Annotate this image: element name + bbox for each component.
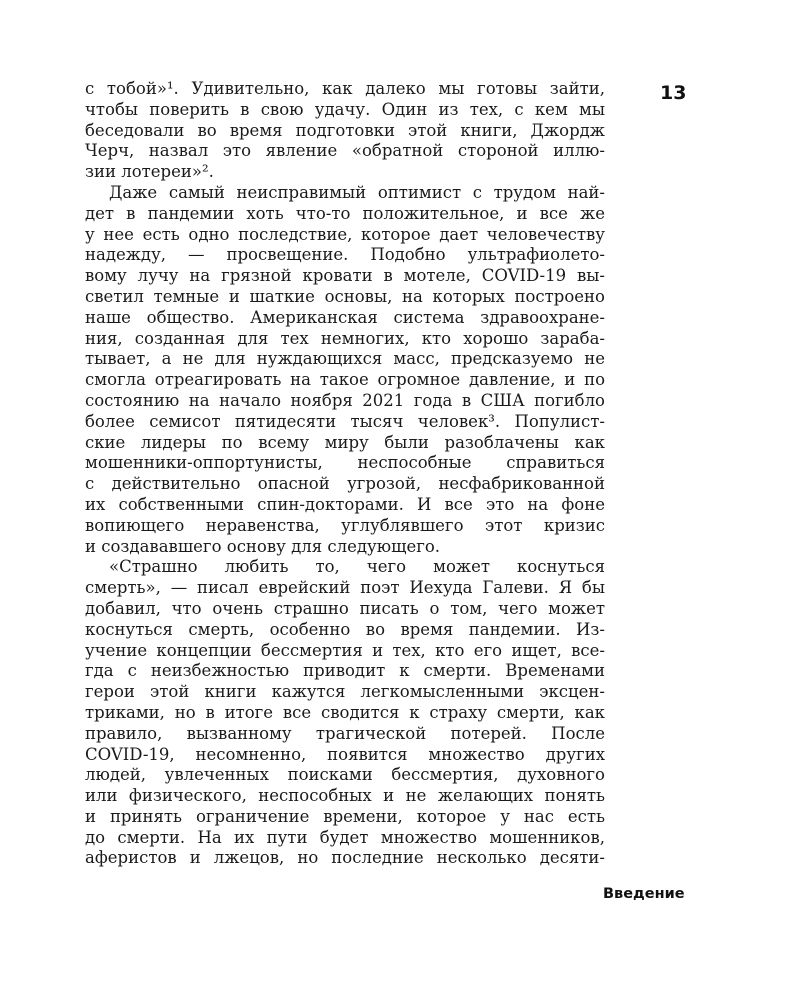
text-line: Даже самый неисправимый оптимист с трудом най- — [109, 182, 605, 202]
text-line: учение концепции бессмертия и тех, кто его ищет, все- — [85, 640, 605, 660]
text-line: состоянию на начало ноября 2021 года в США погибло — [85, 390, 605, 410]
text-line: COVID-19, несомненно, появится множество других — [85, 744, 605, 764]
text-line: и принять ограничение времени, которое у нас есть — [85, 806, 605, 826]
text-line: триками, но в итоге все сводится к страху смерти, как — [85, 702, 605, 722]
text-line: более семисот пятидесяти тысяч человек³. Популист- — [85, 411, 605, 431]
text-line: мошенники-оппортунисты, неспособные справиться — [85, 453, 605, 473]
text-line: смерть», — писал еврейский поэт Иехуда Галеви. Я бы — [85, 578, 605, 598]
text-line: ские лидеры по всему миру были разоблачены как — [85, 432, 605, 452]
text-line: герои этой книги кажутся легкомысленными эксцен- — [85, 682, 605, 702]
text-line: беседовали во время подготовки этой книги, Джордж — [85, 120, 605, 140]
text-line: коснуться смерть, особенно во время пандемии. Из- — [85, 619, 605, 639]
text-line: наше общество. Американская система здравоохране- — [85, 307, 605, 327]
text-line: их собственными спин-докторами. И все это на фоне — [85, 494, 605, 514]
text-line: вому лучу на грязной кровати в мотеле, COVID-19 вы- — [85, 266, 605, 286]
text-line: с действительно опасной угрозой, несфабрикованной — [85, 474, 605, 494]
text-line: до смерти. На их пути будет множество мошенников, — [85, 827, 605, 847]
body-text — [85, 79, 605, 869]
text-line: чтобы поверить в свою удачу. Один из тех, с кем мы — [85, 99, 605, 119]
text-line: людей, увлеченных поисками бессмертия, духовного — [85, 765, 605, 785]
section-label: Введение — [603, 886, 685, 902]
page-number: 13 — [660, 82, 687, 104]
text-line: тывает, а не для нуждающихся масс, предсказуемо не — [85, 349, 605, 369]
text-line: гда с неизбежностью приводит к смерти. Временами — [85, 661, 605, 681]
text-line: дет в пандемии хоть что-то положительное, и все же — [85, 203, 605, 223]
text-line: или физического, неспособных и не желающих понять — [85, 786, 605, 806]
text-line: «Страшно любить то, чего может коснуться — [109, 557, 605, 577]
text-line: с тобой»¹. Удивительно, как далеко мы готовы зайти, — [85, 79, 605, 98]
text-line: ния, созданная для тех немногих, кто хорошо зараба- — [85, 328, 605, 348]
text-line: надежду, — просвещение. Подобно ультрафиолето- — [85, 245, 605, 265]
text-line: у нее есть одно последствие, которое дает человечеству — [85, 224, 605, 244]
text-line: правило, вызванному трагической потерей. После — [85, 723, 605, 743]
text-line: зии лотереи»². — [85, 162, 214, 182]
text-line: смогла отреагировать на такое огромное давление, и по — [85, 370, 605, 390]
text-line: светил темные и шаткие основы, на которых построено — [85, 286, 605, 306]
text-line: Черч, назвал это явление «обратной стороной иллю- — [85, 141, 605, 161]
text-line: вопиющего неравенства, углублявшего этот кризис — [85, 515, 605, 535]
text-line: и создававшего основу для следующего. — [85, 536, 441, 556]
text-line: добавил, что очень страшно писать о том, чего может — [85, 598, 605, 618]
text-line: аферистов и лжецов, но последние несколько десяти- — [85, 848, 605, 868]
